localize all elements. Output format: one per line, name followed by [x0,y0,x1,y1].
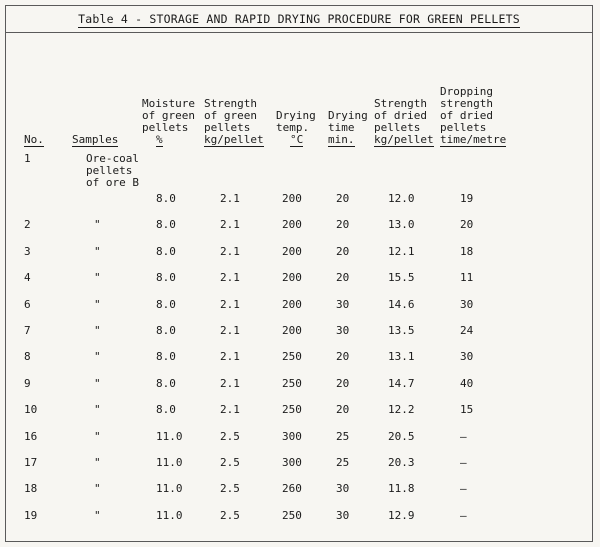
cell-dropping-strength: 15 [460,403,474,417]
header-unit: kg/pellet [374,133,434,146]
cell-drying-time: 20 [336,218,350,232]
cell-no: 4 [24,271,31,285]
table-row [24,284,512,310]
cell-green-strength: 2.1 [220,297,240,311]
header-unit: min. [328,133,355,146]
cell-drying-time: 30 [336,323,350,337]
header-col-no [24,86,72,152]
cell-drying-temp: 300 [282,429,302,443]
cell-dropping-strength: 24 [460,323,474,337]
cell-green-strength: 2.5 [220,455,240,469]
cell-green-strength: 2.1 [220,192,240,205]
cell-moisture: 8.0 [156,403,176,417]
cell-no: 3 [24,244,31,258]
cell-drying-time: 20 [336,350,350,364]
table-row [24,337,512,363]
cell-no: 18 [24,482,38,496]
document-page [5,5,593,542]
cell-drying-temp: 200 [282,271,302,285]
cell-sample-ditto: " [94,271,101,285]
cell-drying-temp: 250 [282,350,302,364]
cell-sample-ditto: " [94,429,101,443]
cell-moisture: 8.0 [156,218,176,232]
table-row [24,152,512,205]
cell-no: 6 [24,297,31,311]
cell-moisture: 8.0 [156,192,176,205]
cell-green-strength: 2.5 [220,508,240,522]
cell-drying-time: 30 [336,482,350,496]
cell-moisture: 8.0 [156,297,176,311]
cell-dried-strength: 12.1 [388,244,415,258]
header-col-samples [72,86,142,152]
cell-dropping-strength: 20 [460,218,474,232]
cell-sample-ditto: " [94,350,101,364]
sample-line: Ore-coal [86,152,139,165]
table-row [24,416,512,442]
cell-dried-strength: 20.5 [388,429,415,443]
header-line: Strength [374,97,427,110]
header-line: pellets [204,121,251,134]
cell-dried-strength: 14.6 [388,297,415,311]
sample-line: pellets [86,164,133,177]
cell-dried-strength: 11.8 [388,482,415,496]
cell-moisture: 11.0 [156,429,183,443]
cell-green-strength: 2.1 [220,218,240,232]
cell-sample-ditto: " [94,297,101,311]
cell-drying-temp: 200 [282,297,302,311]
header-col-dried-strength [374,86,440,152]
cell-drying-time: 20 [336,271,350,285]
cell-dried-strength: 20.3 [388,455,415,469]
header-line: Dropping [440,85,493,98]
cell-dried-strength: 12.2 [388,403,415,417]
header-line: of dried [374,109,427,122]
cell-drying-temp: 200 [282,192,302,205]
table-row [24,231,512,257]
cell-no: 2 [24,218,31,232]
table-row [24,311,512,337]
cell-moisture: 11.0 [156,482,183,496]
cell-moisture: 8.0 [156,244,176,258]
sample-line: of ore B [86,176,139,189]
cell-no: 19 [24,508,38,522]
cell-dropping-strength: 19 [460,192,474,205]
cell-drying-time: 30 [336,508,350,522]
cell-sample-ditto: " [94,403,101,417]
cell-green-strength: 2.1 [220,271,240,285]
table-row [24,205,512,231]
header-col-drying-time [328,86,374,152]
cell-moisture: 8.0 [156,271,176,285]
cell-dried-strength: 15.5 [388,271,415,285]
table-row [24,443,512,469]
cell-moisture: 8.0 [156,350,176,364]
header-line: Drying [276,109,316,122]
cell-drying-temp: 250 [282,508,302,522]
cell-no: 8 [24,350,31,364]
header-line: Moisture [142,97,195,110]
cell-dropping-strength: 30 [460,297,474,311]
cell-drying-time: 25 [336,429,350,443]
cell-no: 1 [24,152,31,165]
header-row [24,86,512,152]
cell-dropping-strength: 11 [460,271,474,285]
cell-dropping-strength: 30 [460,350,474,364]
cell-dropping-strength: — [460,429,467,443]
cell-drying-time: 20 [336,376,350,390]
table-row [24,363,512,389]
cell-sample-ditto: " [94,455,101,469]
header-line: Drying [328,109,368,122]
cell-drying-temp: 260 [282,482,302,496]
cell-moisture: 8.0 [156,323,176,337]
cell-drying-time: 20 [336,403,350,417]
cell-moisture: 8.0 [156,376,176,390]
cell-green-strength: 2.1 [220,350,240,364]
cell-sample-ditto: " [94,376,101,390]
header-line: pellets [374,121,421,134]
cell-sample-ditto: " [94,508,101,522]
cell-sample [72,152,142,205]
cell-no: 10 [24,403,38,417]
header-col-moisture [142,86,204,152]
cell-dried-strength: 13.1 [388,350,415,364]
cell-dropping-strength: 18 [460,244,474,258]
header-unit: time/metre [440,133,507,146]
cell-drying-temp: 250 [282,403,302,417]
header-line: pellets [142,121,189,134]
cell-green-strength: 2.1 [220,376,240,390]
cell-sample-ditto: " [94,482,101,496]
cell-dried-strength: 14.7 [388,376,415,390]
header-line: strength [440,97,493,110]
cell-no: 16 [24,429,38,443]
table-row [24,390,512,416]
header-unit: % [156,133,163,146]
header-line: temp. [276,121,310,134]
header-col-green-strength [204,86,276,152]
header-line: of green [142,109,195,122]
table-title-text: Table 4 - STORAGE AND RAPID DRYING PROCEDURE FOR GREEN PELLETS [78,12,520,26]
title-divider [6,32,592,33]
header-col-drying-temp [276,86,328,152]
header-col-dropping-strength [440,86,512,152]
cell-dried-strength: 12.9 [388,508,415,522]
table-row [24,469,512,495]
cell-drying-temp: 200 [282,244,302,258]
cell-no: 9 [24,376,31,390]
cell-drying-temp: 300 [282,455,302,469]
cell-green-strength: 2.1 [220,403,240,417]
cell-dropping-strength: — [460,455,467,469]
cell-no: 7 [24,323,31,337]
table-header [24,86,512,152]
cell-dropping-strength: — [460,508,467,522]
header-line: Strength [204,97,257,110]
cell-dried-strength: 13.0 [388,218,415,232]
cell-drying-time: 20 [336,244,350,258]
cell-sample-ditto: " [94,244,101,258]
cell-dropping-strength: 40 [460,376,474,390]
table-title [6,12,592,26]
header-line: of green [204,109,257,122]
cell-moisture: 11.0 [156,455,183,469]
cell-dropping-strength: — [460,482,467,496]
cell-drying-time: 25 [336,455,350,469]
cell-sample-ditto: " [94,323,101,337]
header-line: time [328,121,355,134]
cell-green-strength: 2.1 [220,323,240,337]
cell-drying-time: 20 [336,192,350,205]
cell-drying-temp: 250 [282,376,302,390]
cell-moisture: 11.0 [156,508,183,522]
header-unit: Samples [72,133,119,146]
cell-green-strength: 2.5 [220,429,240,443]
cell-no: 17 [24,455,38,469]
header-line: pellets [440,121,487,134]
header-line: of dried [440,109,493,122]
data-table [24,86,512,522]
cell-green-strength: 2.1 [220,244,240,258]
cell-drying-time: 30 [336,297,350,311]
header-unit: kg/pellet [204,133,264,146]
cell-drying-temp: 200 [282,218,302,232]
table-body [24,152,512,522]
header-unit: °C [290,133,304,146]
cell-dried-strength: 13.5 [388,323,415,337]
table-row [24,495,512,521]
cell-drying-temp: 200 [282,323,302,337]
cell-green-strength: 2.5 [220,482,240,496]
cell-sample-ditto: " [94,218,101,232]
cell-dried-strength: 12.0 [388,192,415,205]
header-unit: No. [24,133,44,146]
table-row [24,258,512,284]
